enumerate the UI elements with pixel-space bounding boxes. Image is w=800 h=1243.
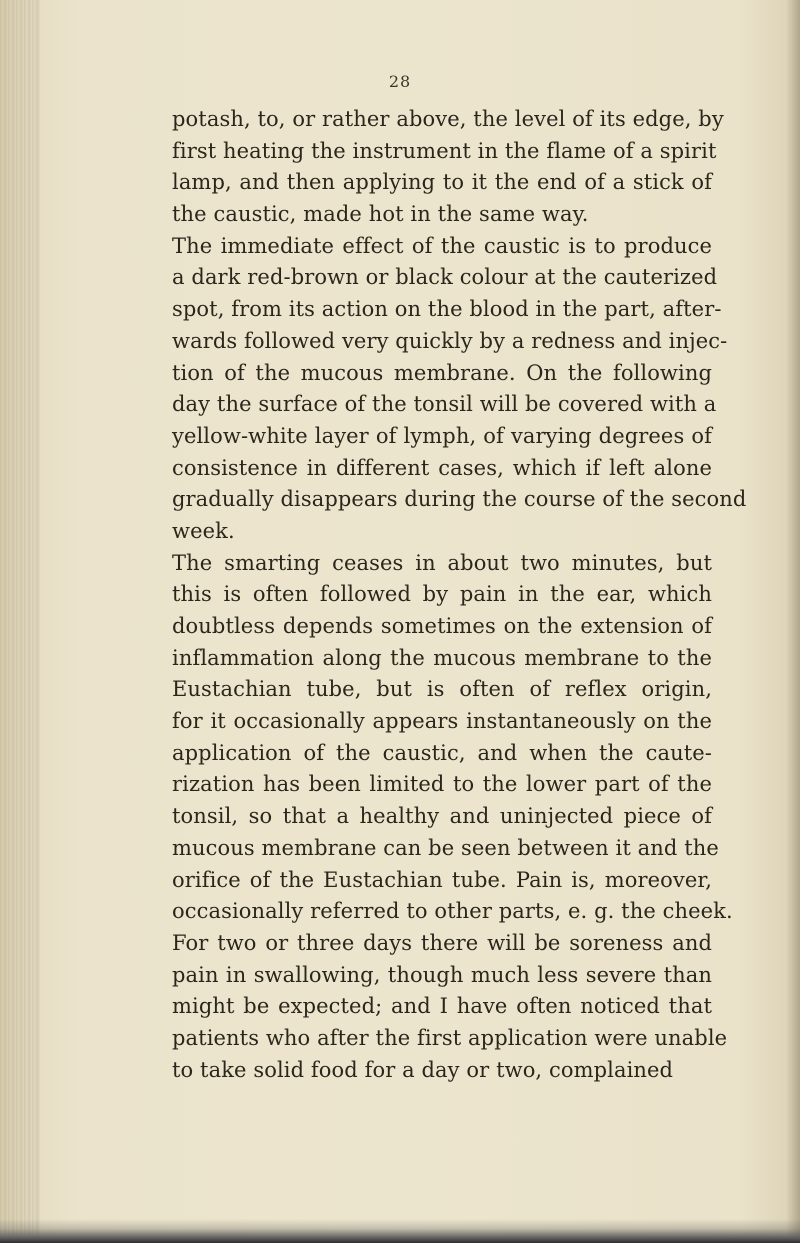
text-line: this is often followed by pain in the ear, which bbox=[172, 582, 712, 607]
text-line: yellow-white layer of lymph, of varying degrees of bbox=[172, 423, 712, 448]
text-line: wards followed very quickly by a redness and injec- bbox=[172, 328, 728, 353]
text-line: The smarting ceases in about two minutes, but bbox=[172, 550, 712, 575]
text-line: inflammation along the mucous membrane to the bbox=[172, 645, 712, 670]
text-line: potash, to, or rather above, the level of its edge, by bbox=[172, 107, 724, 131]
text-line: week. bbox=[172, 518, 235, 543]
text-line: The immediate effect of the caustic is to produce bbox=[172, 233, 712, 258]
text-line: patients who after the first application were unable bbox=[172, 1025, 728, 1050]
page-number: 28 bbox=[388, 72, 412, 91]
text-line: For two or three days there will be soreness and bbox=[172, 930, 712, 955]
book-binding-edge bbox=[0, 0, 40, 1243]
text-line: tion of the mucous membrane. On the following bbox=[172, 360, 712, 385]
text-line: orifice of the Eustachian tube. Pain is, moreover, bbox=[172, 867, 712, 892]
text-line: might be expected; and I have often noticed that bbox=[172, 994, 712, 1019]
page-right-edge bbox=[786, 0, 800, 1243]
text-line: mucous membrane can be seen between it and the bbox=[172, 835, 719, 860]
text-line: tonsil, so that a healthy and uninjected piece of bbox=[172, 804, 712, 829]
text-line: application of the caustic, and when the caute- bbox=[172, 740, 712, 765]
text-line: lamp, and then applying to it the end of a stick of bbox=[172, 170, 712, 195]
text-line: day the surface of the tonsil will be covered with a bbox=[172, 392, 717, 417]
text-line: pain in swallowing, though much less severe than bbox=[172, 962, 712, 987]
text-line: occasionally referred to other parts, e. g. the cheek. bbox=[172, 899, 733, 924]
text-line: first heating the instrument in the flame of a spirit bbox=[172, 138, 717, 163]
text-line: spot, from its action on the blood in the part, after- bbox=[172, 297, 722, 322]
page-bottom-shadow bbox=[0, 1219, 800, 1243]
text-line: doubtless depends sometimes on the extension of bbox=[172, 614, 712, 638]
body-text bbox=[172, 104, 747, 1086]
text-line: Eustachian tube, but is often of reflex origin, bbox=[172, 677, 712, 702]
text-line: for it occasionally appears instantaneously on the bbox=[172, 709, 712, 734]
text-line: a dark red-brown or black colour at the cauterized bbox=[172, 265, 718, 290]
text-line: gradually disappears during the course of the second bbox=[172, 487, 747, 512]
text-line: to take solid food for a day or two, complained bbox=[172, 1057, 674, 1082]
text-line: the caustic, made hot in the same way. bbox=[172, 202, 589, 227]
text-line: consistence in different cases, which if left alone bbox=[172, 455, 712, 480]
text-line: rization has been limited to the lower part of the bbox=[172, 772, 712, 797]
